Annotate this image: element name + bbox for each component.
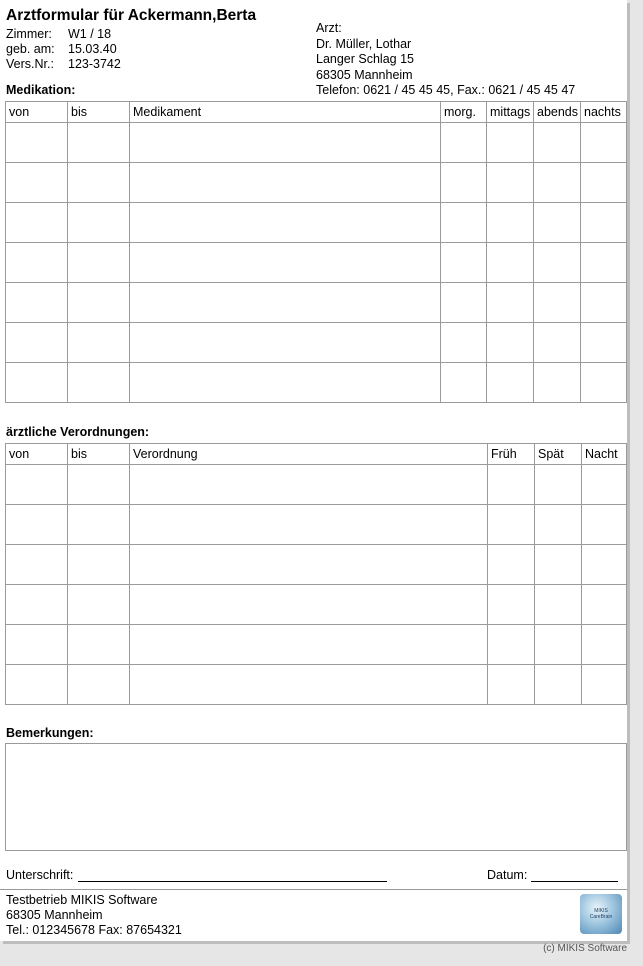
- orders-cell[interactable]: [535, 505, 582, 545]
- orders-cell[interactable]: [582, 585, 627, 625]
- logo-text-bottom: CareBrain: [589, 914, 613, 920]
- medication-row: [6, 283, 627, 323]
- medication-cell[interactable]: [6, 283, 68, 323]
- orders-col-header: Früh: [488, 444, 535, 465]
- insurance-label: Vers.Nr.:: [6, 57, 54, 71]
- insurance-value: 123-3742: [68, 57, 121, 71]
- orders-row: [6, 545, 627, 585]
- orders-header-row: [6, 444, 627, 465]
- medication-cell[interactable]: [487, 243, 534, 283]
- orders-cell[interactable]: [6, 585, 68, 625]
- medication-cell[interactable]: [441, 123, 487, 163]
- remarks-heading: Bemerkungen:: [6, 726, 94, 740]
- footer-contact: Tel.: 012345678 Fax: 87654321: [6, 923, 182, 937]
- medication-cell[interactable]: [68, 123, 130, 163]
- medication-cell[interactable]: [130, 283, 441, 323]
- orders-cell[interactable]: [582, 665, 627, 705]
- medication-header-row: [6, 102, 627, 123]
- room-value: W1 / 18: [68, 27, 112, 41]
- patient-row-birth: [6, 42, 121, 57]
- medication-cell[interactable]: [130, 243, 441, 283]
- orders-cell[interactable]: [488, 585, 535, 625]
- orders-cell[interactable]: [535, 465, 582, 505]
- medication-col-header: von: [6, 102, 68, 123]
- medication-row: [6, 323, 627, 363]
- orders-cell[interactable]: [6, 545, 68, 585]
- medication-cell[interactable]: [487, 163, 534, 203]
- medication-cell[interactable]: [534, 203, 581, 243]
- medication-cell[interactable]: [487, 123, 534, 163]
- medication-cell[interactable]: [487, 363, 534, 403]
- signature-label: Unterschrift:: [6, 868, 74, 882]
- orders-cell[interactable]: [488, 545, 535, 585]
- medication-cell[interactable]: [68, 243, 130, 283]
- room-label: Zimmer:: [6, 27, 52, 41]
- medication-cell[interactable]: [581, 243, 627, 283]
- doctor-phone: Telefon: 0621 / 45 45 45, Fax.: 0621 / 45 45 47: [316, 83, 576, 97]
- medication-cell[interactable]: [534, 363, 581, 403]
- medication-cell[interactable]: [441, 363, 487, 403]
- medication-table: [5, 101, 627, 403]
- footer-city: 68305 Mannheim: [6, 908, 103, 922]
- orders-cell[interactable]: [6, 465, 68, 505]
- medication-row: [6, 363, 627, 403]
- medication-cell[interactable]: [130, 323, 441, 363]
- medication-cell[interactable]: [441, 243, 487, 283]
- medication-row: [6, 243, 627, 283]
- orders-cell[interactable]: [68, 465, 130, 505]
- doctor-street: Langer Schlag 15: [316, 52, 414, 66]
- medication-cell[interactable]: [68, 363, 130, 403]
- medication-cell[interactable]: [130, 163, 441, 203]
- orders-row: [6, 465, 627, 505]
- orders-cell[interactable]: [130, 585, 488, 625]
- company-logo: [580, 894, 622, 934]
- orders-cell[interactable]: [582, 545, 627, 585]
- orders-cell[interactable]: [535, 625, 582, 665]
- medication-cell[interactable]: [130, 123, 441, 163]
- copyright: (c) MIKIS Software: [543, 943, 627, 954]
- orders-cell[interactable]: [130, 505, 488, 545]
- orders-cell[interactable]: [488, 665, 535, 705]
- medication-cell[interactable]: [130, 203, 441, 243]
- medication-cell[interactable]: [6, 323, 68, 363]
- medication-cell[interactable]: [68, 203, 130, 243]
- patient-row-insurance: [6, 57, 121, 72]
- footer-divider: [0, 889, 627, 890]
- medication-cell[interactable]: [581, 163, 627, 203]
- medication-cell[interactable]: [581, 283, 627, 323]
- medication-cell[interactable]: [68, 323, 130, 363]
- orders-cell[interactable]: [68, 585, 130, 625]
- medication-col-header: nachts: [581, 102, 627, 123]
- date-line[interactable]: [531, 881, 618, 882]
- orders-col-header: Verordnung: [130, 444, 488, 465]
- orders-row: [6, 505, 627, 545]
- orders-table: [5, 443, 627, 705]
- orders-cell[interactable]: [6, 665, 68, 705]
- medication-cell[interactable]: [534, 283, 581, 323]
- medication-cell[interactable]: [534, 243, 581, 283]
- medication-row: [6, 203, 627, 243]
- medication-cell[interactable]: [534, 323, 581, 363]
- orders-cell[interactable]: [68, 545, 130, 585]
- medication-cell[interactable]: [581, 363, 627, 403]
- patient-row-room: [6, 27, 121, 42]
- medication-cell[interactable]: [581, 323, 627, 363]
- medication-col-header: abends: [534, 102, 581, 123]
- medication-row: [6, 123, 627, 163]
- orders-cell[interactable]: [130, 665, 488, 705]
- medication-cell[interactable]: [6, 243, 68, 283]
- logo-text-top: MIKIS: [594, 908, 608, 914]
- orders-cell[interactable]: [488, 625, 535, 665]
- medication-cell[interactable]: [441, 323, 487, 363]
- medication-cell[interactable]: [487, 323, 534, 363]
- medication-col-header: mittags: [487, 102, 534, 123]
- medication-cell[interactable]: [487, 203, 534, 243]
- signature-line[interactable]: [78, 881, 387, 882]
- medication-row: [6, 163, 627, 203]
- orders-cell[interactable]: [130, 465, 488, 505]
- orders-cell[interactable]: [130, 625, 488, 665]
- orders-cell[interactable]: [535, 545, 582, 585]
- date-label: Datum:: [487, 868, 528, 882]
- orders-row: [6, 585, 627, 625]
- orders-col-header: bis: [68, 444, 130, 465]
- medication-cell[interactable]: [487, 283, 534, 323]
- doctor-name: Dr. Müller, Lothar: [316, 36, 412, 51]
- medication-cell[interactable]: [534, 163, 581, 203]
- orders-cell[interactable]: [6, 505, 68, 545]
- medication-cell[interactable]: [581, 123, 627, 163]
- medication-cell[interactable]: [6, 163, 68, 203]
- orders-col-header: von: [6, 444, 68, 465]
- medication-cell[interactable]: [441, 163, 487, 203]
- medication-cell[interactable]: [6, 363, 68, 403]
- medication-col-header: Medikament: [130, 102, 441, 123]
- birth-label: geb. am:: [6, 42, 55, 56]
- medication-col-header: bis: [68, 102, 130, 123]
- orders-col-header: Spät: [535, 444, 582, 465]
- orders-cell[interactable]: [68, 625, 130, 665]
- form-title: Arztformular für Ackermann,Berta: [6, 7, 257, 24]
- patient-info: [6, 27, 121, 72]
- medication-cell[interactable]: [130, 363, 441, 403]
- footer-info: [6, 893, 182, 938]
- medication-heading: Medikation:: [6, 83, 76, 97]
- doctor-info: [316, 21, 575, 99]
- medication-cell[interactable]: [581, 203, 627, 243]
- orders-cell[interactable]: [68, 505, 130, 545]
- orders-col-header: Nacht: [582, 444, 627, 465]
- orders-row: [6, 625, 627, 665]
- medication-col-header: morg.: [441, 102, 487, 123]
- birth-value: 15.03.40: [68, 42, 117, 56]
- orders-cell[interactable]: [68, 665, 130, 705]
- medication-cell[interactable]: [68, 163, 130, 203]
- orders-row: [6, 665, 627, 705]
- orders-heading: ärztliche Verordnungen:: [6, 425, 150, 439]
- doctor-label: Arzt:: [316, 21, 342, 35]
- orders-cell[interactable]: [6, 625, 68, 665]
- medication-cell[interactable]: [441, 283, 487, 323]
- orders-cell[interactable]: [582, 505, 627, 545]
- orders-cell[interactable]: [582, 465, 627, 505]
- orders-cell[interactable]: [488, 465, 535, 505]
- medication-cell[interactable]: [6, 203, 68, 243]
- medication-cell[interactable]: [534, 123, 581, 163]
- orders-cell[interactable]: [488, 505, 535, 545]
- orders-cell[interactable]: [582, 625, 627, 665]
- medication-cell[interactable]: [6, 123, 68, 163]
- doctor-city: 68305 Mannheim: [316, 67, 413, 82]
- medication-cell[interactable]: [68, 283, 130, 323]
- medication-cell[interactable]: [441, 203, 487, 243]
- remarks-box[interactable]: [5, 743, 627, 851]
- orders-cell[interactable]: [535, 665, 582, 705]
- orders-cell[interactable]: [130, 545, 488, 585]
- orders-cell[interactable]: [535, 585, 582, 625]
- footer-company: Testbetrieb MIKIS Software: [6, 893, 158, 907]
